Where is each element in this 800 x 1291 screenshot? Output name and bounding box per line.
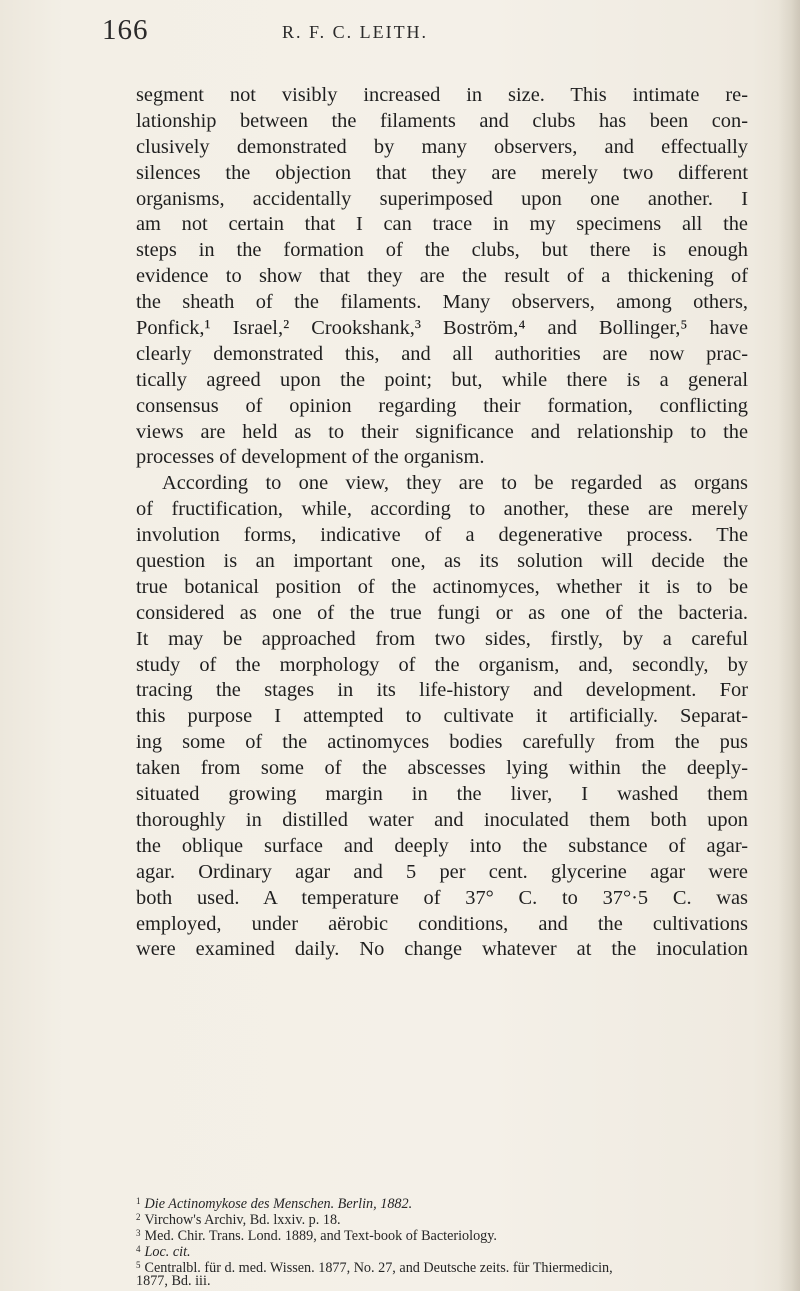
- body-line: were examined daily. No change whatever at the inoculation: [136, 938, 748, 961]
- footnote-text: Loc. cit.: [144, 1244, 191, 1260]
- body-line: silences the objection that they are merely two different: [136, 161, 748, 184]
- footnote-text: 1877, Bd. iii.: [136, 1273, 211, 1289]
- body-line: true botanical position of the actinomyces, whether it is to be: [136, 575, 748, 598]
- body-line: of fructification, while, according to another, these are merely: [136, 498, 748, 521]
- body-line: tracing the stages in its life-history and development. For: [136, 679, 748, 702]
- body-line: taken from some of the abscesses lying within the deeply-: [136, 757, 748, 780]
- body-line: the oblique surface and deeply into the substance of agar-: [136, 834, 748, 857]
- body-line: considered as one of the true fungi or as one of the bacteria.: [136, 601, 748, 624]
- footnotes: [136, 1193, 748, 1289]
- body-line: consensus of opinion regarding their formation, conflicting: [136, 394, 748, 417]
- body-line: situated growing margin in the liver, I washed them: [136, 783, 748, 806]
- footnote-text: Centralbl. für d. med. Wissen. 1877, No. 27, and Deutsche zeits. für Thiermedicin,: [144, 1260, 613, 1276]
- footnote-mark: 2: [136, 1212, 141, 1222]
- body-line: employed, under aërobic conditions, and the cultivations: [136, 912, 748, 935]
- body-line: tically agreed upon the point; but, while there is a general: [136, 368, 748, 391]
- body-line: question is an important one, as its solution will decide the: [136, 550, 748, 573]
- paragraph-start-line: According to one view, they are to be regarded as organs: [162, 472, 748, 495]
- footnote-mark: 3: [136, 1228, 141, 1238]
- page-gutter-shadow: [778, 0, 800, 1291]
- page-header: [102, 14, 702, 54]
- body-line: the sheath of the filaments. Many observers, among others,: [136, 291, 748, 314]
- body-line: am not certain that I can trace in my specimens all the: [136, 213, 748, 236]
- body-line: processes of development of the organism.: [136, 446, 485, 469]
- body-line: study of the morphology of the organism, and, secondly, by: [136, 653, 748, 676]
- body-line: views are held as to their significance and relationship to the: [136, 420, 748, 443]
- footnote-text: Virchow's Archiv, Bd. lxxiv. p. 18.: [144, 1212, 341, 1228]
- body-text: [136, 83, 748, 963]
- body-line: steps in the formation of the clubs, but there is enough: [136, 239, 748, 262]
- body-line: involution forms, indicative of a degenerative process. The: [136, 524, 748, 547]
- footnote-text: Die Actinomykose des Menschen. Berlin, 1882.: [144, 1196, 413, 1212]
- footnote: [136, 1193, 748, 1212]
- body-line: segment not visibly increased in size. This intimate re-: [136, 84, 748, 106]
- body-line: Ponfick,¹ Israel,² Crookshank,³ Boström,⁴ and Bollinger,⁵ have: [136, 317, 748, 340]
- footnote-mark: 1: [136, 1196, 141, 1206]
- footnote: [136, 1225, 748, 1244]
- running-head: R. F. C. LEITH.: [282, 22, 429, 42]
- footnote-text: Med. Chir. Trans. Lond. 1889, and Text-book of Bacteriology.: [144, 1228, 497, 1244]
- body-line: It may be approached from two sides, firstly, by a careful: [136, 627, 748, 650]
- body-line: clusively demonstrated by many observers, and effectually: [136, 135, 748, 158]
- footnote: [136, 1257, 748, 1276]
- body-line: organisms, accidentally superimposed upon one another. I: [136, 187, 748, 210]
- footnote: [136, 1209, 748, 1228]
- body-line: lationship between the filaments and clubs has been con-: [136, 109, 748, 132]
- body-line: both used. A temperature of 37° C. to 37°·5 C. was: [136, 886, 748, 909]
- body-line: thoroughly in distilled water and inoculated them both upon: [136, 808, 748, 831]
- body-line: this purpose I attempted to cultivate it artificially. Separat-: [136, 705, 748, 728]
- footnote-mark: 5: [136, 1260, 141, 1270]
- footnote-mark: 4: [136, 1244, 141, 1254]
- page-number: 166: [102, 14, 149, 46]
- body-line: agar. Ordinary agar and 5 per cent. glycerine agar were: [136, 860, 748, 883]
- body-line: clearly demonstrated this, and all authorities are now prac-: [136, 342, 748, 365]
- body-line: evidence to show that they are the result of a thickening of: [136, 265, 748, 288]
- body-line: ing some of the actinomyces bodies carefully from the pus: [136, 731, 748, 754]
